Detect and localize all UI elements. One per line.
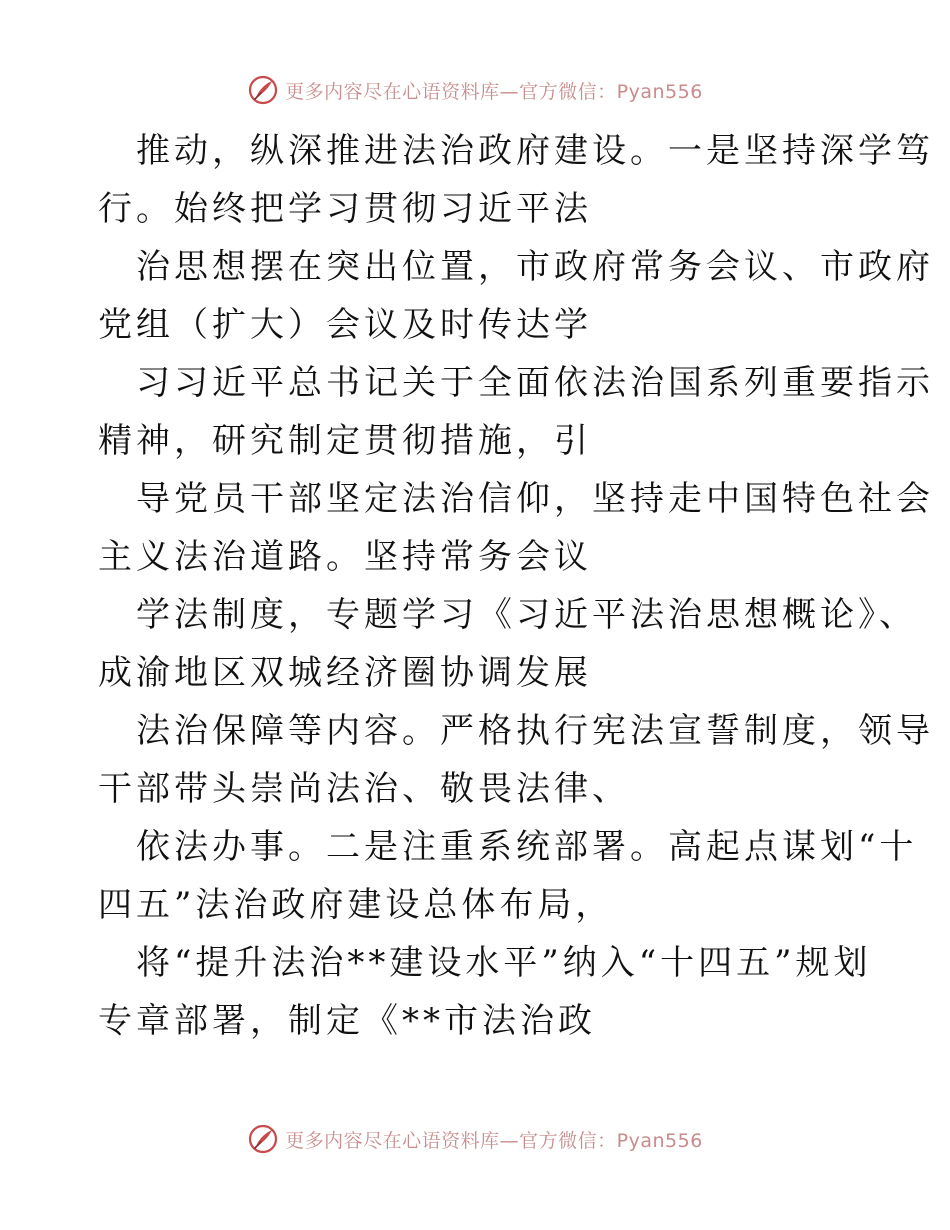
- paragraph-line: 行。始终把学习贯彻习近平法: [98, 189, 592, 229]
- feather-pen-logo-icon: [247, 1123, 279, 1155]
- paragraph: [98, 934, 872, 1050]
- paragraph: [98, 354, 934, 470]
- paragraph-line: 导党员干部坚定法治信仰，坚持走中国特色社会: [136, 479, 934, 519]
- watermark-text: 更多内容尽在心语资料库—官方微信：Pyan556: [285, 80, 703, 103]
- watermark-text: 更多内容尽在心语资料库—官方微信：Pyan556: [285, 1129, 703, 1152]
- header-watermark: [0, 70, 950, 110]
- paragraph-line: 干部带头崇尚法治、敬畏法律、: [98, 769, 630, 809]
- paragraph-line: 习习近平总书记关于全面依法治国系列重要指示: [136, 363, 934, 403]
- paragraph-line: 专章部署，制定《**市法治政: [98, 1001, 596, 1041]
- paragraph-line: 将“提升法治**建设水平”纳入“十四五”规划: [136, 943, 872, 983]
- feather-pen-logo-icon: [247, 74, 279, 106]
- document-body: [98, 122, 934, 1050]
- paragraph-line: 主义法治道路。坚持常务会议: [98, 537, 592, 577]
- paragraph: [98, 586, 917, 702]
- paragraph-line: 治思想摆在突出位置，市政府常务会议、市政府: [136, 247, 934, 287]
- paragraph-line: 法治保障等内容。严格执行宪法宣誓制度，领导: [136, 711, 934, 751]
- paragraph-line: 党组（扩大）会议及时传达学: [98, 305, 592, 345]
- footer-watermark: [0, 1119, 950, 1159]
- paragraph: [98, 238, 934, 354]
- paragraph-line: 四五”法治政府建设总体布局，: [98, 885, 614, 925]
- paragraph-line: 精神，研究制定贯彻措施，引: [98, 421, 592, 461]
- paragraph-line: 学法制度，专题学习《习近平法治思想概论》、: [136, 595, 917, 635]
- paragraph-line: 成渝地区双城经济圈协调发展: [98, 653, 592, 693]
- paragraph: [98, 702, 934, 818]
- paragraph-line: 推动，纵深推进法治政府建设。一是坚持深学笃: [136, 131, 934, 171]
- paragraph: [98, 122, 934, 238]
- paragraph: [98, 470, 934, 586]
- paragraph: [98, 818, 918, 934]
- paragraph-line: 依法办事。二是注重系统部署。高起点谋划“十: [136, 827, 918, 867]
